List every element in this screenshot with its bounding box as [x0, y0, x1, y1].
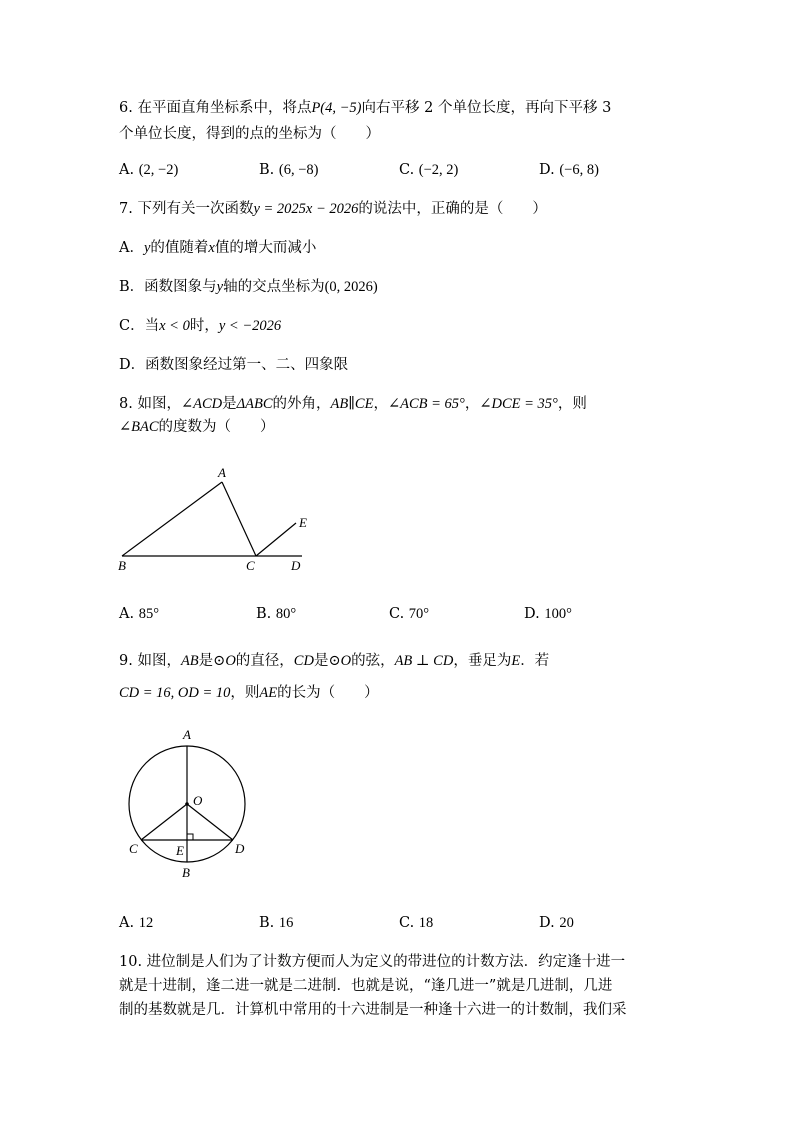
q9-label-d: D	[235, 841, 245, 856]
q9-label-b: B	[182, 865, 190, 880]
q9-line2: CD = 16, OD = 10，则AE的长为（ ）	[119, 685, 379, 701]
q8-segment-ac	[222, 482, 256, 556]
q9-figure	[115, 722, 265, 887]
q9-label-o: O	[193, 793, 203, 808]
q6-option-c: C. (−2, 2)	[399, 162, 459, 178]
q8-number: 8.	[119, 396, 133, 412]
q9-option-a: A. 12	[119, 915, 154, 931]
q8-segment-ba	[122, 482, 222, 556]
q8-option-a: A. 85°	[119, 606, 160, 622]
q7-option-b: B．函数图象与y轴的交点坐标为(0, 2026)	[119, 279, 378, 295]
q7-number: 7.	[119, 201, 133, 217]
q8-label-e: E	[299, 515, 307, 530]
q8-label-a: A	[218, 465, 226, 480]
q9-line1: 9. 如图，AB是⊙O的直径，CD是⊙O的弦，AB ⊥ CD，垂足为E．若	[119, 653, 550, 669]
q6-point: P(4, −5)	[311, 100, 362, 116]
q9-segment-od	[187, 804, 233, 840]
q7-function: y = 2025x − 2026	[253, 201, 359, 217]
q7-option-d: D．函数图象经过第一、二、四象限	[119, 357, 349, 373]
q6-text: 在平面直角坐标系中，将点	[137, 100, 312, 116]
q8-line2: ∠BAC的度数为（ ）	[119, 419, 275, 435]
q8-option-d: D. 100°	[524, 606, 572, 622]
q10-line1: 10. 进位制是人们为了计数方便而人为定义的带进位的计数方法．约定逢十进一	[119, 954, 626, 970]
q9-label-c: C	[129, 841, 138, 856]
q6-option-b: B. (6, −8)	[259, 162, 319, 178]
q6-line1	[119, 98, 611, 118]
q10-line3: 制的基数就是几．计算机中常用的十六进制是一种逢十六进一的计数制，我们采	[119, 1002, 627, 1018]
q6-line2	[119, 124, 380, 144]
q9-label-a: A	[183, 727, 191, 742]
q8-option-b: B. 80°	[256, 606, 297, 622]
q6-number: 6.	[119, 100, 133, 116]
q9-segment-oc	[141, 804, 187, 840]
q7-line1: 7. 下列有关一次函数y = 2025x − 2026的说法中，正确的是（ ）	[119, 201, 547, 217]
q10-number: 10.	[119, 954, 143, 970]
q8-figure	[110, 460, 330, 580]
q9-label-e: E	[176, 843, 184, 858]
q9-option-b: B. 16	[259, 915, 294, 931]
q7-option-a: A．y的值随着x值的增大而减小	[119, 240, 317, 256]
q6-text-post: 向右平移 2 个单位长度，再向下平移 3	[361, 100, 612, 116]
q8-option-c: C. 70°	[389, 606, 430, 622]
q6-option-a: A. (2, −2)	[119, 162, 179, 178]
q8-segment-ce	[256, 523, 296, 556]
q9-center-dot	[185, 802, 189, 806]
q6-text2: 个单位长度，得到的点的坐标为（ ）	[119, 126, 380, 142]
q7-option-c: C．当x < 0时，y < −2026	[119, 318, 282, 334]
q9-option-d: D. 20	[539, 915, 574, 931]
q9-number: 9.	[119, 653, 133, 669]
q8-label-d: D	[291, 558, 301, 573]
q8-line1: 8. 如图，∠ACD是ΔABC的外角，AB∥CE，∠ACB = 65°，∠DCE = 35°，则	[119, 396, 587, 412]
q6-option-d: D. (−6, 8)	[539, 162, 599, 178]
q10-line2: 就是十进制，逢二进一就是二进制．也就是说，“逢几进一”就是几进制，几进	[119, 978, 613, 994]
q8-label-b: B	[118, 558, 126, 573]
q9-right-angle-mark	[187, 834, 193, 840]
q9-option-c: C. 18	[399, 915, 434, 931]
q8-label-c: C	[246, 558, 255, 573]
